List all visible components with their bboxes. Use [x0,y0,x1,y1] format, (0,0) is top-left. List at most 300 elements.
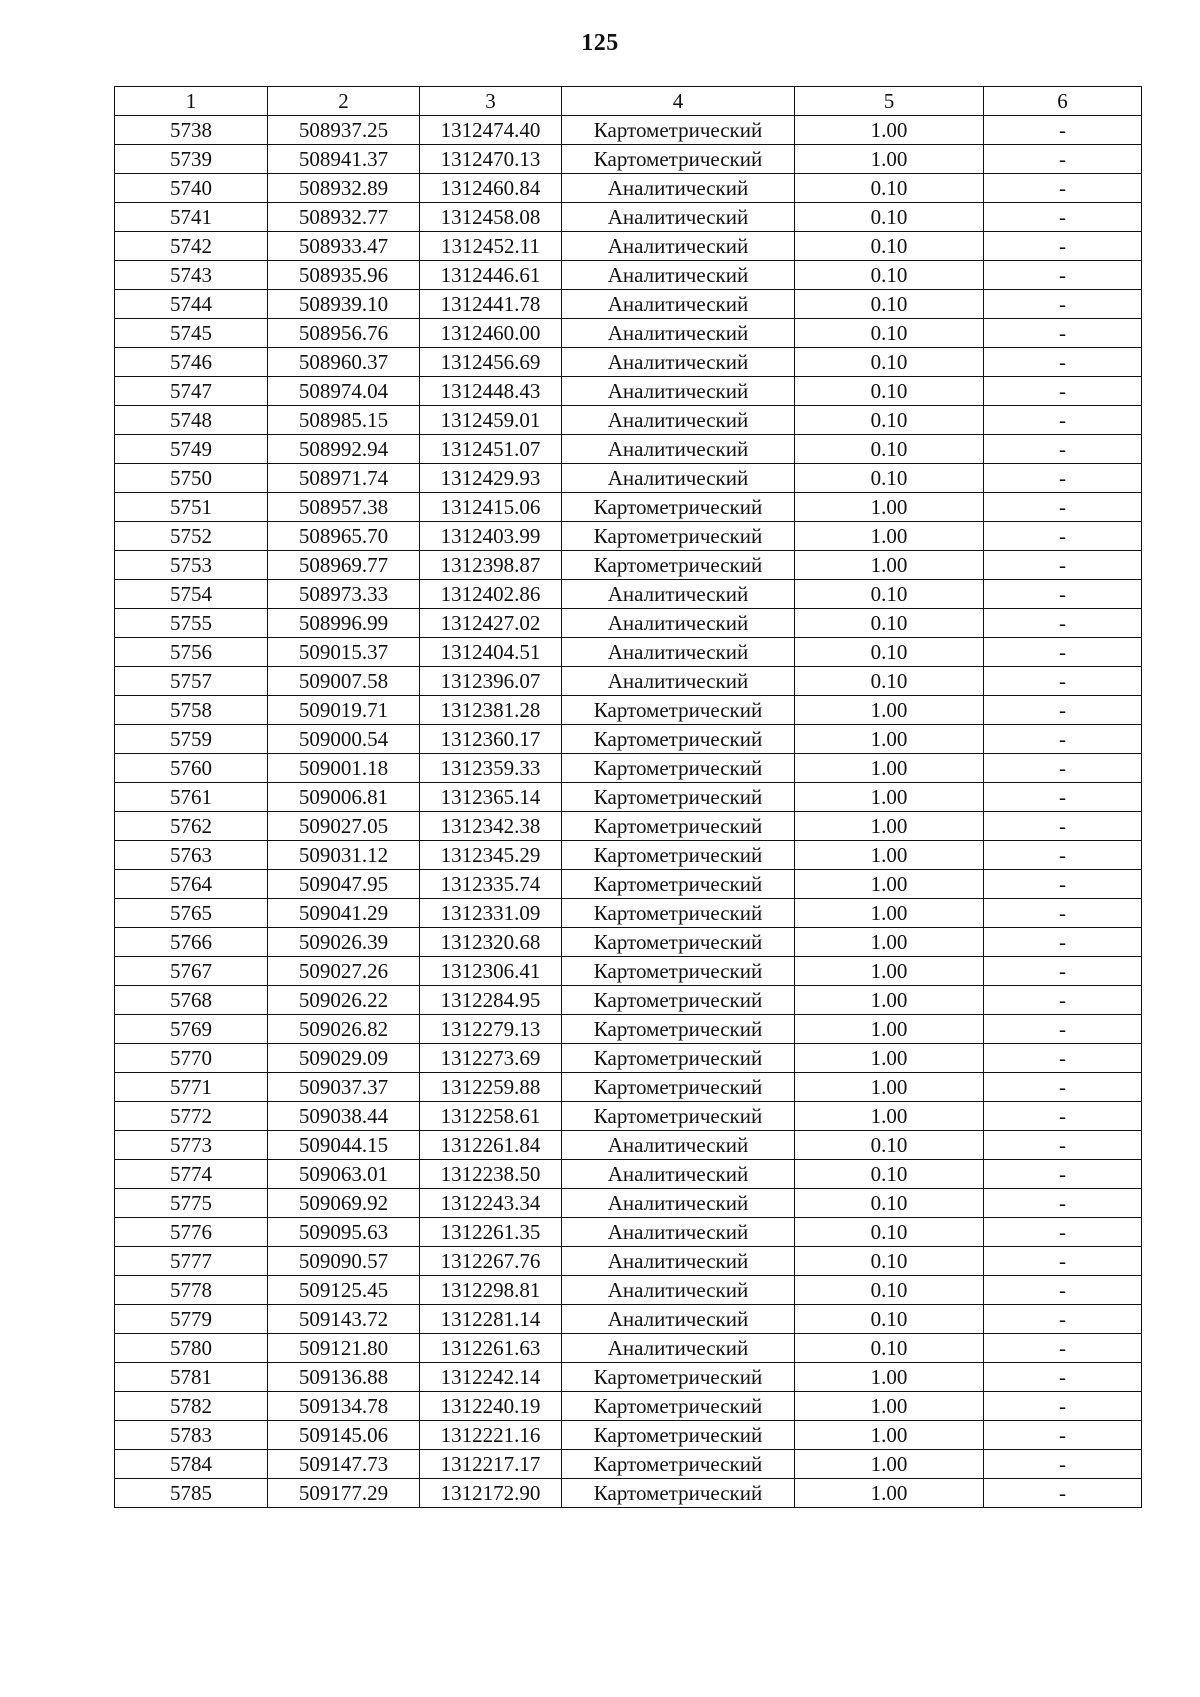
accuracy-cell: 1.00 [795,145,984,174]
y-coordinate-cell: 1312217.17 [420,1450,562,1479]
table-row [115,290,1142,319]
point-number-cell: 5783 [115,1421,268,1450]
accuracy-cell: 1.00 [795,1479,984,1508]
point-number-cell: 5740 [115,174,268,203]
method-cell: Аналитический [562,1305,795,1334]
table-row [115,1044,1142,1073]
method-cell: Аналитический [562,667,795,696]
method-cell: Картометрический [562,986,795,1015]
note-cell: - [984,1189,1142,1218]
table-row [115,145,1142,174]
y-coordinate-cell: 1312261.84 [420,1131,562,1160]
table-row [115,1479,1142,1508]
point-number-cell: 5745 [115,319,268,348]
method-cell: Аналитический [562,1276,795,1305]
note-cell: - [984,609,1142,638]
accuracy-cell: 0.10 [795,1334,984,1363]
x-coordinate-cell: 508939.10 [268,290,420,319]
table-row [115,1276,1142,1305]
accuracy-cell: 1.00 [795,1044,984,1073]
y-coordinate-cell: 1312242.14 [420,1363,562,1392]
point-number-cell: 5775 [115,1189,268,1218]
table-header [115,87,1142,116]
x-coordinate-cell: 509125.45 [268,1276,420,1305]
accuracy-cell: 0.10 [795,609,984,638]
note-cell: - [984,841,1142,870]
x-coordinate-cell: 508974.04 [268,377,420,406]
accuracy-cell: 1.00 [795,696,984,725]
accuracy-cell: 1.00 [795,783,984,812]
accuracy-cell: 0.10 [795,1218,984,1247]
point-number-cell: 5773 [115,1131,268,1160]
y-coordinate-cell: 1312459.01 [420,406,562,435]
method-cell: Аналитический [562,377,795,406]
accuracy-cell: 1.00 [795,1421,984,1450]
point-number-cell: 5784 [115,1450,268,1479]
table-row [115,580,1142,609]
note-cell: - [984,1479,1142,1508]
accuracy-cell: 0.10 [795,261,984,290]
note-cell: - [984,1334,1142,1363]
y-coordinate-cell: 1312398.87 [420,551,562,580]
point-number-cell: 5766 [115,928,268,957]
point-number-cell: 5758 [115,696,268,725]
y-coordinate-cell: 1312172.90 [420,1479,562,1508]
y-coordinate-cell: 1312456.69 [420,348,562,377]
x-coordinate-cell: 508996.99 [268,609,420,638]
accuracy-cell: 1.00 [795,1102,984,1131]
x-coordinate-cell: 509029.09 [268,1044,420,1073]
table-row [115,522,1142,551]
note-cell: - [984,232,1142,261]
table-row [115,203,1142,232]
table-row [115,319,1142,348]
accuracy-cell: 0.10 [795,406,984,435]
y-coordinate-cell: 1312470.13 [420,145,562,174]
note-cell: - [984,1276,1142,1305]
note-cell: - [984,551,1142,580]
method-cell: Картометрический [562,145,795,174]
accuracy-cell: 0.10 [795,435,984,464]
method-cell: Аналитический [562,580,795,609]
x-coordinate-cell: 509145.06 [268,1421,420,1450]
table-row [115,638,1142,667]
note-cell: - [984,986,1142,1015]
method-cell: Картометрический [562,1479,795,1508]
x-coordinate-cell: 508992.94 [268,435,420,464]
table-row [115,928,1142,957]
table-row [115,986,1142,1015]
x-coordinate-cell: 509047.95 [268,870,420,899]
method-cell: Картометрический [562,783,795,812]
note-cell: - [984,261,1142,290]
method-cell: Картометрический [562,551,795,580]
x-coordinate-cell: 509041.29 [268,899,420,928]
point-number-cell: 5759 [115,725,268,754]
table-row [115,1305,1142,1334]
x-coordinate-cell: 508937.25 [268,116,420,145]
point-number-cell: 5761 [115,783,268,812]
accuracy-cell: 1.00 [795,116,984,145]
note-cell: - [984,1305,1142,1334]
point-number-cell: 5769 [115,1015,268,1044]
accuracy-cell: 0.10 [795,1247,984,1276]
y-coordinate-cell: 1312402.86 [420,580,562,609]
y-coordinate-cell: 1312403.99 [420,522,562,551]
note-cell: - [984,1218,1142,1247]
coordinates-table [114,86,1142,1508]
y-coordinate-cell: 1312335.74 [420,870,562,899]
note-cell: - [984,899,1142,928]
method-cell: Картометрический [562,957,795,986]
method-cell: Картометрический [562,1102,795,1131]
point-number-cell: 5753 [115,551,268,580]
y-coordinate-cell: 1312320.68 [420,928,562,957]
x-coordinate-cell: 509031.12 [268,841,420,870]
table-row [115,1392,1142,1421]
method-cell: Аналитический [562,609,795,638]
y-coordinate-cell: 1312281.14 [420,1305,562,1334]
y-coordinate-cell: 1312240.19 [420,1392,562,1421]
note-cell: - [984,406,1142,435]
point-number-cell: 5781 [115,1363,268,1392]
y-coordinate-cell: 1312460.00 [420,319,562,348]
table-row [115,464,1142,493]
note-cell: - [984,1421,1142,1450]
note-cell: - [984,783,1142,812]
note-cell: - [984,464,1142,493]
table-row [115,957,1142,986]
y-coordinate-cell: 1312306.41 [420,957,562,986]
accuracy-cell: 0.10 [795,203,984,232]
point-number-cell: 5779 [115,1305,268,1334]
y-coordinate-cell: 1312243.34 [420,1189,562,1218]
x-coordinate-cell: 508935.96 [268,261,420,290]
method-cell: Картометрический [562,725,795,754]
point-number-cell: 5780 [115,1334,268,1363]
x-coordinate-cell: 509037.37 [268,1073,420,1102]
table-row [115,609,1142,638]
method-cell: Аналитический [562,638,795,667]
point-number-cell: 5755 [115,609,268,638]
note-cell: - [984,522,1142,551]
x-coordinate-cell: 509095.63 [268,1218,420,1247]
x-coordinate-cell: 509007.58 [268,667,420,696]
point-number-cell: 5747 [115,377,268,406]
point-number-cell: 5748 [115,406,268,435]
y-coordinate-cell: 1312298.81 [420,1276,562,1305]
table-body [115,116,1142,1508]
method-cell: Аналитический [562,1247,795,1276]
x-coordinate-cell: 509015.37 [268,638,420,667]
y-coordinate-cell: 1312261.35 [420,1218,562,1247]
x-coordinate-cell: 509143.72 [268,1305,420,1334]
point-number-cell: 5739 [115,145,268,174]
accuracy-cell: 1.00 [795,754,984,783]
accuracy-cell: 0.10 [795,377,984,406]
table-row [115,377,1142,406]
y-coordinate-cell: 1312279.13 [420,1015,562,1044]
x-coordinate-cell: 509026.82 [268,1015,420,1044]
x-coordinate-cell: 508941.37 [268,145,420,174]
point-number-cell: 5743 [115,261,268,290]
y-coordinate-cell: 1312259.88 [420,1073,562,1102]
accuracy-cell: 1.00 [795,812,984,841]
table-row [115,435,1142,464]
accuracy-cell: 0.10 [795,1131,984,1160]
table-row [115,116,1142,145]
x-coordinate-cell: 509019.71 [268,696,420,725]
note-cell: - [984,290,1142,319]
point-number-cell: 5750 [115,464,268,493]
x-coordinate-cell: 509090.57 [268,1247,420,1276]
point-number-cell: 5762 [115,812,268,841]
y-coordinate-cell: 1312342.38 [420,812,562,841]
method-cell: Картометрический [562,696,795,725]
note-cell: - [984,435,1142,464]
accuracy-cell: 0.10 [795,174,984,203]
table-row [115,232,1142,261]
table-row [115,1218,1142,1247]
column-header: 6 [984,87,1142,116]
note-cell: - [984,348,1142,377]
accuracy-cell: 1.00 [795,986,984,1015]
point-number-cell: 5777 [115,1247,268,1276]
accuracy-cell: 1.00 [795,928,984,957]
accuracy-cell: 1.00 [795,725,984,754]
accuracy-cell: 1.00 [795,870,984,899]
table-row [115,493,1142,522]
method-cell: Картометрический [562,1073,795,1102]
accuracy-cell: 0.10 [795,1305,984,1334]
note-cell: - [984,754,1142,783]
y-coordinate-cell: 1312345.29 [420,841,562,870]
table-row [115,812,1142,841]
note-cell: - [984,203,1142,232]
point-number-cell: 5774 [115,1160,268,1189]
accuracy-cell: 0.10 [795,667,984,696]
table-row [115,1450,1142,1479]
point-number-cell: 5768 [115,986,268,1015]
point-number-cell: 5770 [115,1044,268,1073]
table-row [115,1363,1142,1392]
page-number: 125 [581,30,619,56]
column-header: 2 [268,87,420,116]
table-row [115,174,1142,203]
point-number-cell: 5754 [115,580,268,609]
x-coordinate-cell: 509136.88 [268,1363,420,1392]
accuracy-cell: 0.10 [795,580,984,609]
table-row [115,783,1142,812]
table-row [115,1131,1142,1160]
point-number-cell: 5741 [115,203,268,232]
method-cell: Аналитический [562,203,795,232]
y-coordinate-cell: 1312359.33 [420,754,562,783]
accuracy-cell: 1.00 [795,1392,984,1421]
accuracy-cell: 0.10 [795,290,984,319]
method-cell: Картометрический [562,1450,795,1479]
point-number-cell: 5757 [115,667,268,696]
y-coordinate-cell: 1312448.43 [420,377,562,406]
y-coordinate-cell: 1312273.69 [420,1044,562,1073]
accuracy-cell: 1.00 [795,522,984,551]
y-coordinate-cell: 1312446.61 [420,261,562,290]
point-number-cell: 5778 [115,1276,268,1305]
note-cell: - [984,1102,1142,1131]
y-coordinate-cell: 1312429.93 [420,464,562,493]
point-number-cell: 5744 [115,290,268,319]
table-row [115,754,1142,783]
x-coordinate-cell: 509038.44 [268,1102,420,1131]
method-cell: Картометрический [562,754,795,783]
header-row [115,87,1142,116]
table-row [115,1160,1142,1189]
table-row [115,1421,1142,1450]
accuracy-cell: 0.10 [795,1276,984,1305]
y-coordinate-cell: 1312331.09 [420,899,562,928]
accuracy-cell: 0.10 [795,348,984,377]
y-coordinate-cell: 1312441.78 [420,290,562,319]
x-coordinate-cell: 508956.76 [268,319,420,348]
note-cell: - [984,1247,1142,1276]
table-row [115,667,1142,696]
table-row [115,1334,1142,1363]
y-coordinate-cell: 1312365.14 [420,783,562,812]
point-number-cell: 5772 [115,1102,268,1131]
note-cell: - [984,580,1142,609]
accuracy-cell: 1.00 [795,551,984,580]
y-coordinate-cell: 1312267.76 [420,1247,562,1276]
method-cell: Аналитический [562,348,795,377]
method-cell: Картометрический [562,1421,795,1450]
column-header: 5 [795,87,984,116]
point-number-cell: 5751 [115,493,268,522]
x-coordinate-cell: 509027.26 [268,957,420,986]
x-coordinate-cell: 508969.77 [268,551,420,580]
method-cell: Аналитический [562,464,795,493]
note-cell: - [984,638,1142,667]
table-row [115,406,1142,435]
method-cell: Аналитический [562,319,795,348]
method-cell: Аналитический [562,406,795,435]
table-row [115,1247,1142,1276]
note-cell: - [984,1450,1142,1479]
table-row [115,1189,1142,1218]
method-cell: Картометрический [562,928,795,957]
point-number-cell: 5767 [115,957,268,986]
y-coordinate-cell: 1312284.95 [420,986,562,1015]
y-coordinate-cell: 1312360.17 [420,725,562,754]
x-coordinate-cell: 508985.15 [268,406,420,435]
point-number-cell: 5749 [115,435,268,464]
table-row [115,870,1142,899]
note-cell: - [984,1044,1142,1073]
x-coordinate-cell: 508933.47 [268,232,420,261]
point-number-cell: 5763 [115,841,268,870]
y-coordinate-cell: 1312221.16 [420,1421,562,1450]
note-cell: - [984,116,1142,145]
point-number-cell: 5776 [115,1218,268,1247]
y-coordinate-cell: 1312404.51 [420,638,562,667]
method-cell: Картометрический [562,1363,795,1392]
method-cell: Аналитический [562,174,795,203]
method-cell: Картометрический [562,812,795,841]
accuracy-cell: 1.00 [795,899,984,928]
x-coordinate-cell: 509026.22 [268,986,420,1015]
note-cell: - [984,377,1142,406]
method-cell: Картометрический [562,841,795,870]
note-cell: - [984,957,1142,986]
method-cell: Картометрический [562,1044,795,1073]
note-cell: - [984,696,1142,725]
accuracy-cell: 0.10 [795,638,984,667]
method-cell: Аналитический [562,1189,795,1218]
point-number-cell: 5782 [115,1392,268,1421]
x-coordinate-cell: 509006.81 [268,783,420,812]
accuracy-cell: 1.00 [795,1363,984,1392]
point-number-cell: 5738 [115,116,268,145]
accuracy-cell: 1.00 [795,493,984,522]
x-coordinate-cell: 509147.73 [268,1450,420,1479]
method-cell: Картометрический [562,116,795,145]
y-coordinate-cell: 1312381.28 [420,696,562,725]
table-row [115,899,1142,928]
x-coordinate-cell: 508960.37 [268,348,420,377]
method-cell: Картометрический [562,870,795,899]
y-coordinate-cell: 1312396.07 [420,667,562,696]
x-coordinate-cell: 508932.77 [268,203,420,232]
method-cell: Аналитический [562,261,795,290]
y-coordinate-cell: 1312415.06 [420,493,562,522]
table-row [115,261,1142,290]
accuracy-cell: 1.00 [795,1015,984,1044]
point-number-cell: 5765 [115,899,268,928]
note-cell: - [984,725,1142,754]
x-coordinate-cell: 508932.89 [268,174,420,203]
table-row [115,841,1142,870]
note-cell: - [984,1073,1142,1102]
point-number-cell: 5752 [115,522,268,551]
note-cell: - [984,667,1142,696]
note-cell: - [984,493,1142,522]
method-cell: Картометрический [562,1392,795,1421]
point-number-cell: 5771 [115,1073,268,1102]
accuracy-cell: 1.00 [795,1450,984,1479]
point-number-cell: 5760 [115,754,268,783]
method-cell: Картометрический [562,899,795,928]
table-row [115,348,1142,377]
method-cell: Картометрический [562,1015,795,1044]
y-coordinate-cell: 1312261.63 [420,1334,562,1363]
x-coordinate-cell: 509177.29 [268,1479,420,1508]
y-coordinate-cell: 1312452.11 [420,232,562,261]
x-coordinate-cell: 509044.15 [268,1131,420,1160]
table-row [115,1073,1142,1102]
accuracy-cell: 1.00 [795,841,984,870]
y-coordinate-cell: 1312238.50 [420,1160,562,1189]
y-coordinate-cell: 1312474.40 [420,116,562,145]
x-coordinate-cell: 509026.39 [268,928,420,957]
method-cell: Аналитический [562,290,795,319]
method-cell: Аналитический [562,232,795,261]
method-cell: Аналитический [562,435,795,464]
x-coordinate-cell: 509121.80 [268,1334,420,1363]
x-coordinate-cell: 509134.78 [268,1392,420,1421]
method-cell: Аналитический [562,1218,795,1247]
x-coordinate-cell: 508957.38 [268,493,420,522]
point-number-cell: 5746 [115,348,268,377]
method-cell: Аналитический [562,1131,795,1160]
